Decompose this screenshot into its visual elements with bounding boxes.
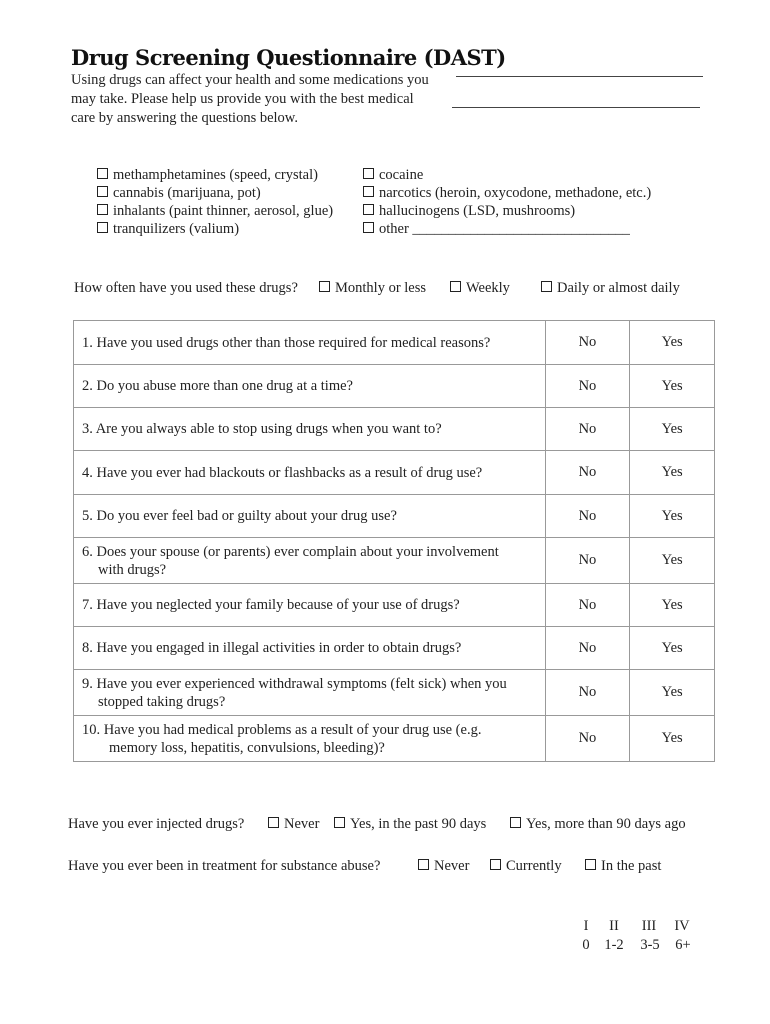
question-text: 3. Are you always able to stop using drugs when you want to? [74,408,546,451]
answer-yes[interactable]: Yes [630,627,715,670]
question-text: 9. Have you ever experienced withdrawal symptoms (felt sick) when you stopped taking drugs? [74,670,546,716]
drug-option[interactable]: narcotics (heroin, oxycodone, methadone, etc.) [363,184,651,202]
checkbox[interactable] [363,168,374,179]
checkbox[interactable] [334,817,345,828]
table-row [74,670,715,716]
answer-yes[interactable]: Yes [630,495,715,538]
intro-text: Using drugs can affect your health and some medications you may take. Please help us provide you with the best medical care by answering the questions below. [71,72,429,126]
table-row [74,365,715,408]
table-row [74,495,715,538]
treatment-question: Have you ever been in treatment for substance abuse? [68,858,381,874]
drug-option[interactable]: tranquilizers (valium) [97,220,333,238]
score-level: IV [674,918,690,934]
table-row [74,716,715,762]
drug-option[interactable]: hallucinogens (LSD, mushrooms) [363,202,651,220]
answer-no[interactable]: No [545,495,630,538]
name-line[interactable] [456,76,703,77]
checkbox[interactable] [418,859,429,870]
checkbox[interactable] [490,859,501,870]
question-text: 6. Does your spouse (or parents) ever complain about your involvement with drugs? [74,538,546,584]
injected-question: Have you ever injected drugs? [68,816,245,832]
drug-list-right [363,166,651,238]
drug-option[interactable]: inhalants (paint thinner, aerosol, glue) [97,202,333,220]
table-row [74,584,715,627]
treatment-option[interactable]: Never [418,858,469,875]
answer-yes[interactable]: Yes [630,538,715,584]
injected-option[interactable]: Never [268,816,319,833]
date-line[interactable] [452,107,700,108]
score-range: 0 [582,937,590,953]
question-text: 7. Have you neglected your family because of your use of drugs? [74,584,546,627]
frequency-option[interactable]: Weekly [450,280,510,297]
drug-option[interactable]: methamphetamines (speed, crystal) [97,166,333,184]
question-text: 2. Do you abuse more than one drug at a time? [74,365,546,408]
answer-yes[interactable]: Yes [630,408,715,451]
checkbox[interactable] [510,817,521,828]
answer-yes[interactable]: Yes [630,365,715,408]
question-text: 10. Have you had medical problems as a result of your drug use (e.g. memory loss, hepatitis, convulsions, bleeding)? [74,716,546,762]
checkbox[interactable] [363,204,374,215]
answer-no[interactable]: No [545,451,630,495]
checkbox[interactable] [363,222,374,233]
answer-yes[interactable]: Yes [630,451,715,495]
answer-no[interactable]: No [545,627,630,670]
answer-yes[interactable]: Yes [630,584,715,627]
drug-list-left [97,166,333,238]
injected-option[interactable]: Yes, in the past 90 days [334,816,486,833]
frequency-question: How often have you used these drugs? [74,280,298,296]
checkbox[interactable] [319,281,330,292]
question-text: 5. Do you ever feel bad or guilty about your drug use? [74,495,546,538]
table-row [74,451,715,495]
answer-no[interactable]: No [545,716,630,762]
table-row [74,627,715,670]
score-level: I [583,918,589,934]
injected-option[interactable]: Yes, more than 90 days ago [510,816,686,833]
answer-yes[interactable]: Yes [630,670,715,716]
score-range: 3-5 [640,937,660,953]
question-text: 1. Have you used drugs other than those required for medical reasons? [74,321,546,365]
checkbox[interactable] [268,817,279,828]
score-level: II [609,918,619,934]
treatment-option[interactable]: In the past [585,858,661,875]
answer-no[interactable]: No [545,670,630,716]
answer-no[interactable]: No [545,538,630,584]
treatment-option[interactable]: Currently [490,858,562,875]
checkbox[interactable] [97,204,108,215]
answer-yes[interactable]: Yes [630,321,715,365]
answer-no[interactable]: No [545,321,630,365]
checkbox[interactable] [363,186,374,197]
checkbox[interactable] [450,281,461,292]
drug-option[interactable]: other ______________________________ [363,220,651,238]
checkbox[interactable] [97,186,108,197]
checkbox[interactable] [97,222,108,233]
score-range: 1-2 [604,937,624,953]
drug-option[interactable]: cannabis (marijuana, pot) [97,184,333,202]
score-range: 6+ [675,937,691,953]
question-text: 4. Have you ever had blackouts or flashbacks as a result of drug use? [74,451,546,495]
checkbox[interactable] [97,168,108,179]
checkbox[interactable] [585,859,596,870]
table-row [74,538,715,584]
answer-no[interactable]: No [545,584,630,627]
dast-table [73,320,715,762]
table-row [74,321,715,365]
answer-no[interactable]: No [545,408,630,451]
frequency-option[interactable]: Monthly or less [319,280,426,297]
table-row [74,408,715,451]
frequency-option[interactable]: Daily or almost daily [541,280,680,297]
page-title: Drug Screening Questionnaire (DAST) [71,45,506,70]
question-text: 8. Have you engaged in illegal activities in order to obtain drugs? [74,627,546,670]
checkbox[interactable] [541,281,552,292]
answer-yes[interactable]: Yes [630,716,715,762]
answer-no[interactable]: No [545,365,630,408]
score-level: III [641,918,657,934]
drug-option[interactable]: cocaine [363,166,651,184]
